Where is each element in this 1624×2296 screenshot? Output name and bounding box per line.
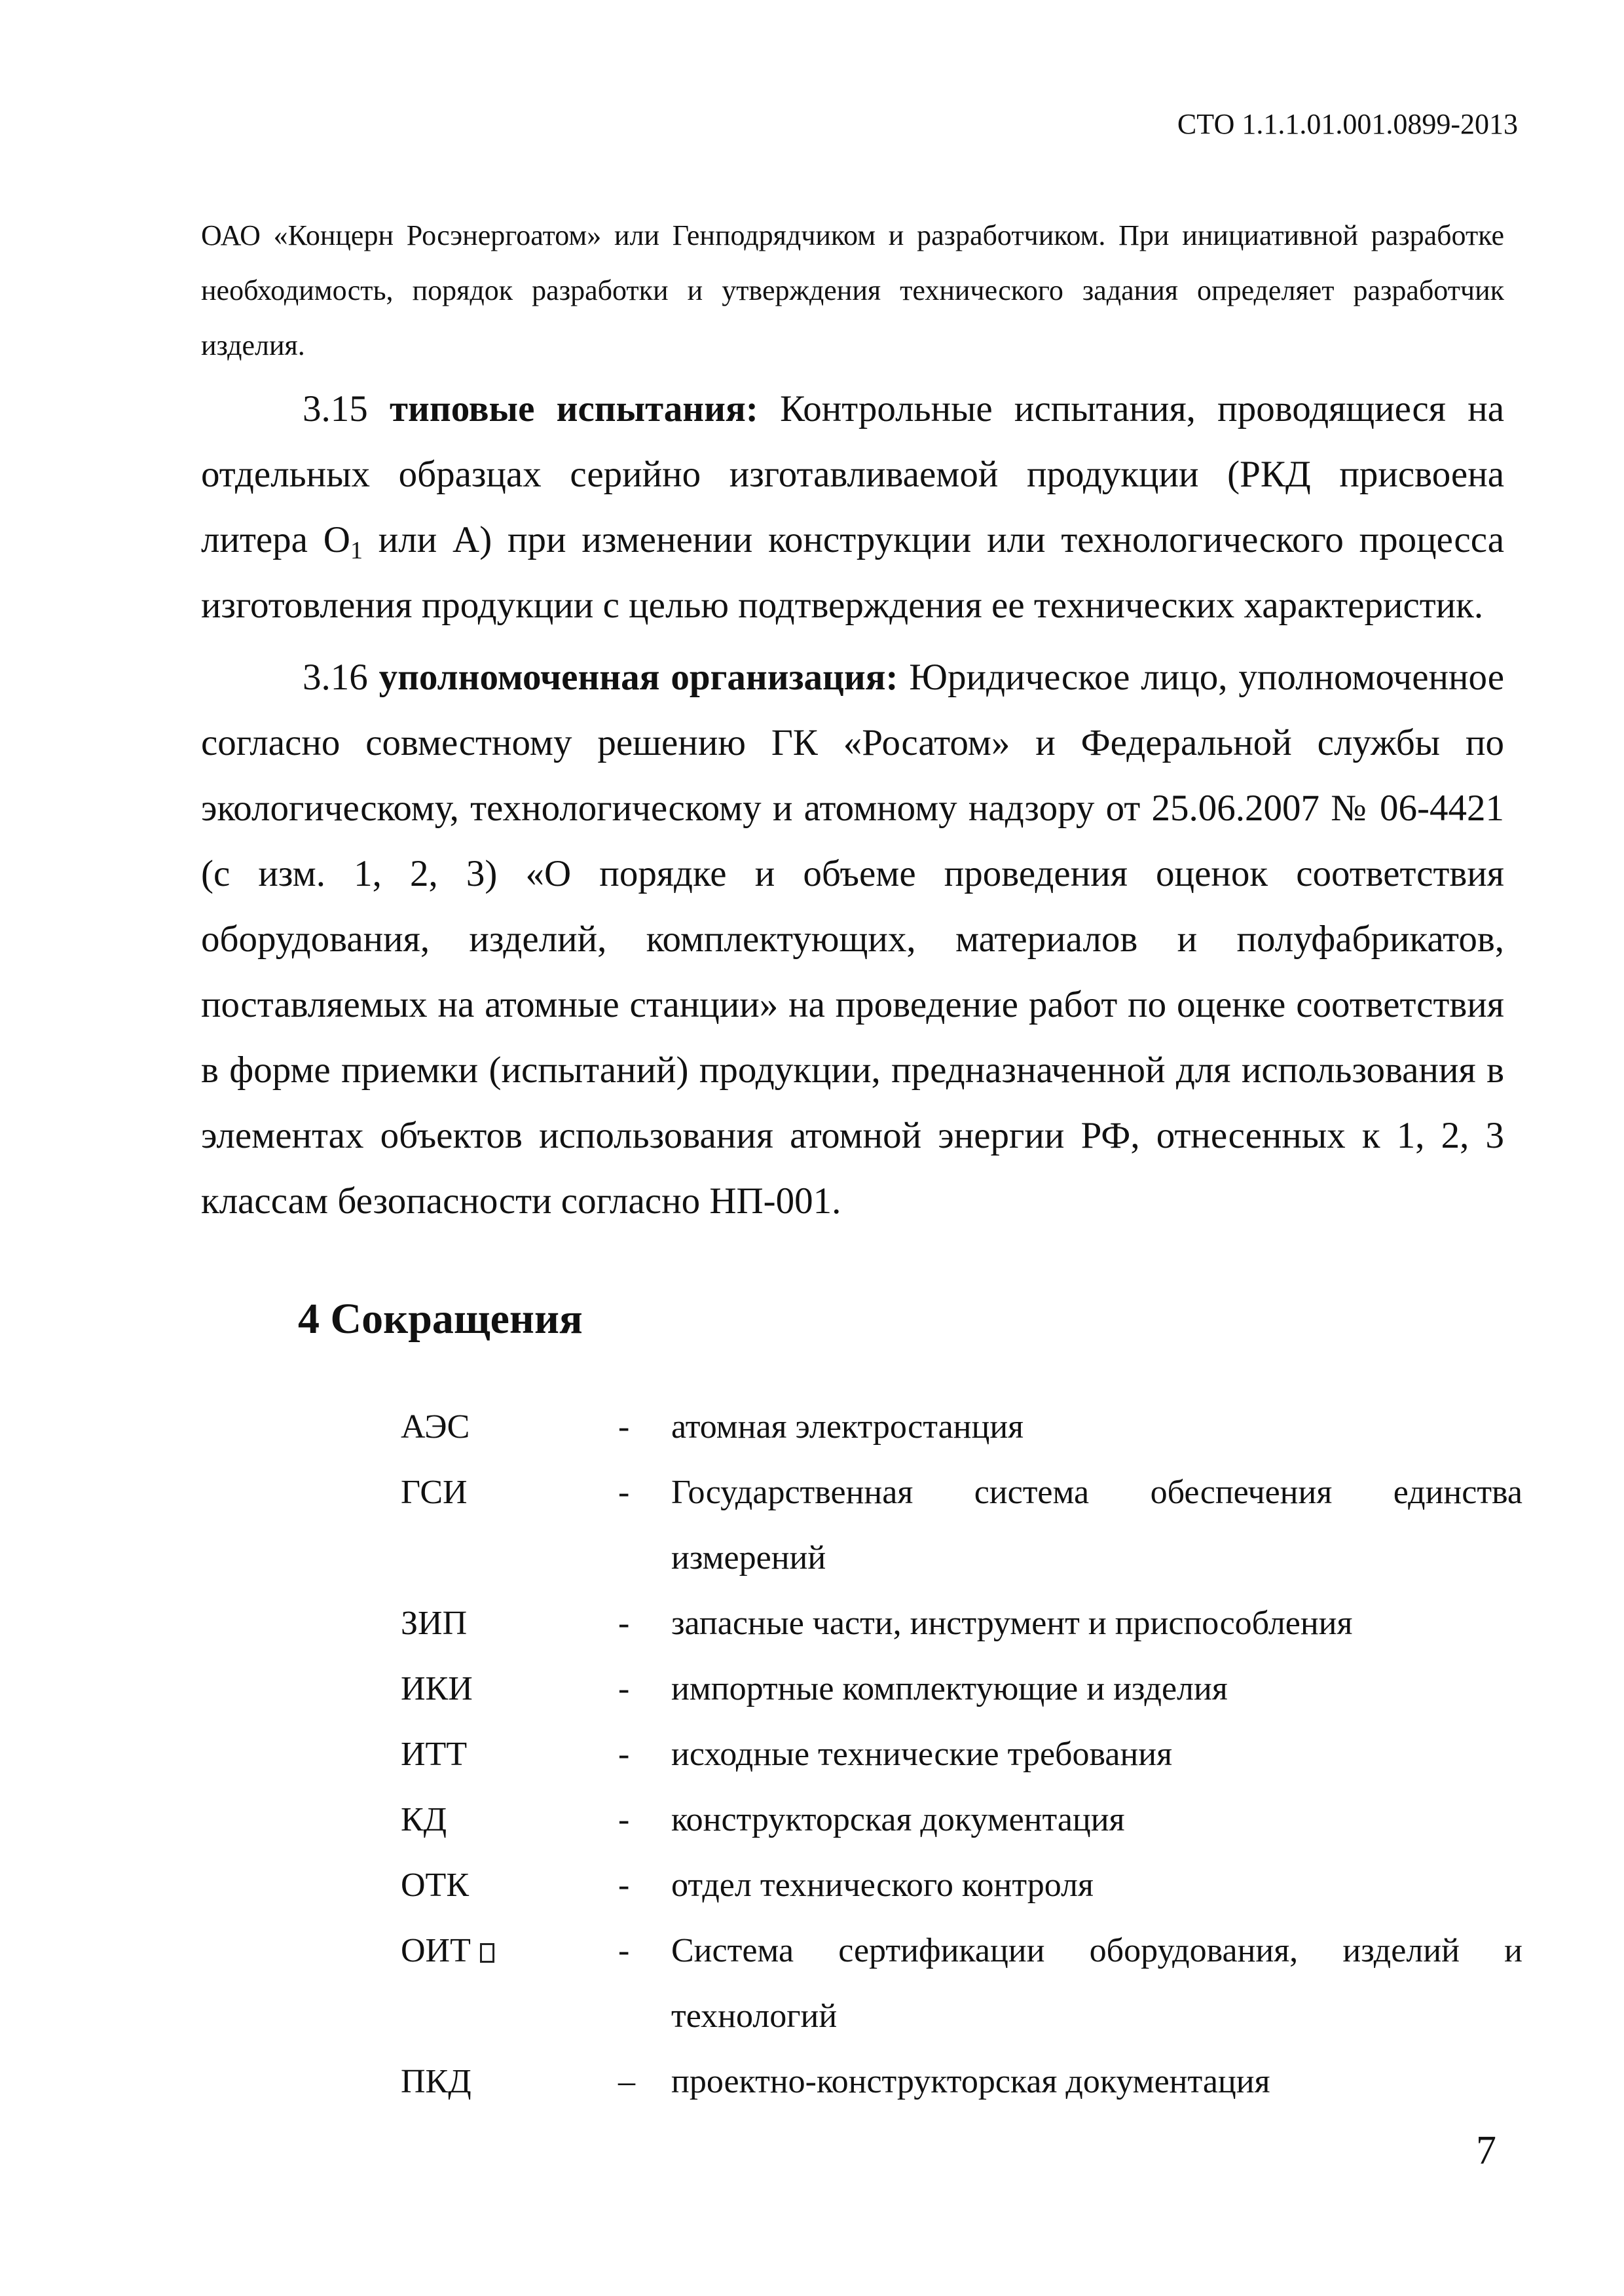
abbreviation-description: исходные технические требования [671,1736,1173,1773]
abbreviation: ИТТ [401,1736,468,1773]
abbreviation-dash: – [618,2063,635,2100]
abbreviation: ГСИ [401,1474,468,1511]
page-number: 7 [1476,2128,1496,2173]
term-name: уполномоченная организация: [378,657,898,698]
abbreviation-description: Государственная система обеспечения единства измерений [671,1474,1522,1576]
abbreviation-with-missing-glyph [401,1918,494,1984]
section-title: 4 Сокращения [298,1295,583,1343]
abbreviation: ПКД [401,2063,471,2100]
abbreviation-description: Система сертификации оборудования, изделий и технологий [671,1932,1522,2035]
term-number: 3.15 [303,388,368,429]
document-code: СТО 1.1.1.01.001.0899-2013 [1177,108,1518,140]
abbreviation-dash: - [618,1670,630,1707]
abbreviation-dash: - [618,1801,630,1838]
abbreviation: ИКИ [401,1670,473,1707]
term-definition-continued: или А) при изменении конструкции или технологического процесса изготовления продукции с целью подтверждения ее технических характеристик. [201,519,1504,626]
term-name: типовые испытания: [390,388,758,429]
abbreviation: КД [401,1801,447,1838]
abbreviation: ОИТ [401,1932,471,1969]
intro-paragraph: ОАО «Концерн Росэнергоатом» или Генподрядчиком и разработчиком. При инициативной разработке необходимость, порядок разработки и утверждения технического задания определяет разработчик изделия. [201,219,1504,361]
abbreviation: АЭС [401,1408,470,1446]
term-subscript: 1 [350,537,363,564]
term-definition: Контрольные испытания, проводящиеся на отдельных образцах серийно изготавливаемой продукции (РКД присвоена литера О [201,388,1504,560]
abbreviation: ОТК [401,1867,469,1904]
term-number: 3.16 [303,657,368,698]
abbreviation-dash: - [618,1474,630,1511]
abbreviation-dash: - [618,1932,630,1969]
abbreviation-dash: - [618,1605,630,1642]
term-3-16 [201,645,1504,1234]
abbreviation-dash: - [618,1408,630,1446]
abbreviation-description: проектно-конструкторская документация [671,2063,1270,2100]
abbreviation-description: конструкторская документация [671,1801,1125,1838]
abbreviation-description: атомная электростанция [671,1408,1024,1446]
abbreviation-dash: - [618,1736,630,1773]
abbreviation-description: запасные части, инструмент и приспособления [671,1605,1353,1642]
abbreviation-description: импортные комплектующие и изделия [671,1670,1228,1707]
term-3-15 [201,376,1504,638]
abbreviation: ЗИП [401,1605,468,1642]
missing-glyph-box-icon [480,1943,494,1963]
abbreviation-description: отдел технического контроля [671,1867,1094,1904]
term-definition: Юридическое лицо, уполномоченное согласно совместному решению ГК «Росатом» и Федеральной службы по экологическому, технологическому и атомному надзору от 25.06.2007 № 06-4421 (с изм. 1, 2, 3) «О порядке и объеме проведения оценок соответствия оборудования, изделий, комплектующих, материалов и полуфабрикатов, поставляемых на атомные станции» на проведение работ по оценке соответствия в форме приемки (испытаний) продукции, предназначенной для использования в элементах объектов использования атомной энергии РФ, отнесенных к 1, 2, 3 классам безопасности согласно НП-001. [201,657,1504,1222]
abbreviation-dash: - [618,1867,630,1904]
